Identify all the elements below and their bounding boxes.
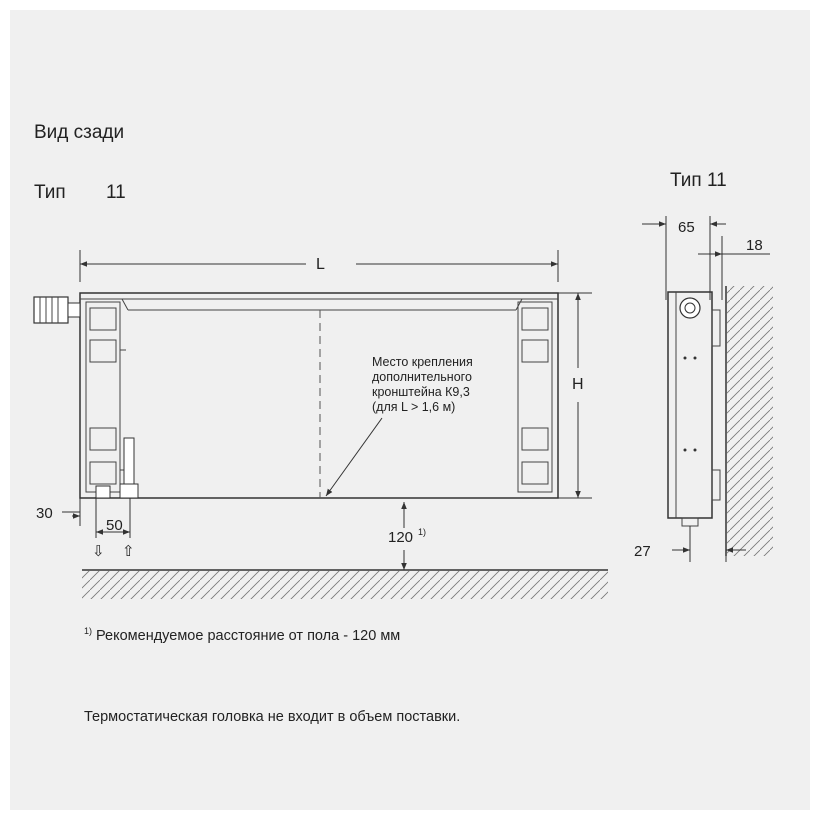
delivery-note: Термостатическая головка не входит в объем поставки.	[84, 709, 461, 725]
thermostatic-head-icon	[34, 297, 80, 323]
floor-distance-label: 120	[388, 529, 414, 546]
radiator-side-view	[634, 216, 773, 562]
callout-line-4: (для L > 1,6 м)	[372, 400, 456, 414]
view-title: Вид сзади	[34, 122, 125, 143]
bottom-connection-icon	[96, 438, 138, 498]
radiator-rear-view	[34, 250, 608, 599]
callout-line-3: кронштейна К9,3	[372, 385, 470, 399]
return-arrow-icon: ⇧	[122, 543, 135, 560]
length-dim-label: L	[316, 256, 325, 273]
supply-arrow-icon: ⇩	[92, 543, 105, 560]
side-valve-icon	[680, 298, 700, 318]
type-label: Тип	[34, 182, 66, 203]
pipe-spacing-label: 50	[106, 517, 123, 534]
wall-gap-label: 18	[746, 237, 763, 254]
wall-hatch	[727, 286, 773, 556]
type-value: 11	[106, 182, 126, 203]
bottom-offset-label: 27	[634, 543, 651, 560]
height-dim-label: H	[572, 376, 584, 393]
side-type-label: Тип 11	[670, 170, 727, 191]
callout-line-1: Место крепления	[372, 355, 473, 369]
footnote-mark: 1)	[84, 626, 93, 636]
depth-dim-label: 65	[678, 219, 695, 236]
floor-hatch	[82, 571, 608, 599]
technical-drawing	[10, 10, 810, 810]
floor-distance-note-mark: 1)	[418, 527, 427, 537]
footnote-text: Рекомендуемое расстояние от пола - 120 мм	[96, 628, 401, 644]
left-offset-label: 30	[36, 505, 53, 522]
drawing-canvas	[10, 10, 810, 810]
callout-line-2: дополнительного	[372, 370, 472, 384]
